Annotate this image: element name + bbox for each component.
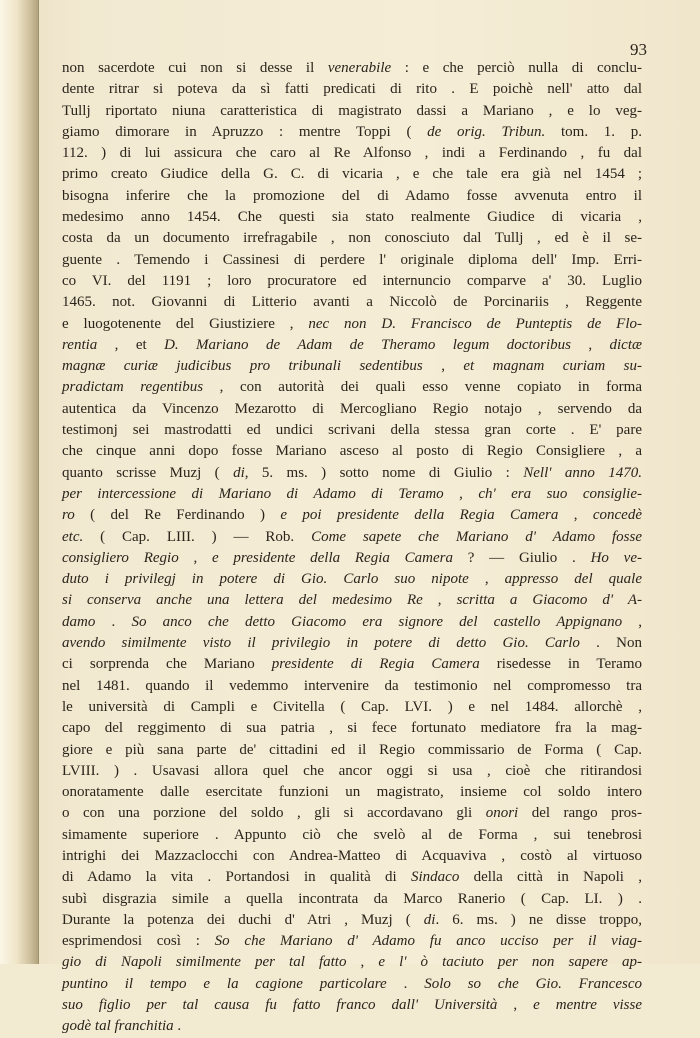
italic-text: consigliero Regio bbox=[62, 549, 179, 566]
italic-text: e presidente della Regia Camera bbox=[212, 549, 453, 566]
text-run: non sacerdote cui non si desse il bbox=[62, 60, 328, 76]
text-line bbox=[62, 740, 642, 761]
text-run: : e che perciò nulla di conclu- bbox=[391, 60, 642, 76]
text-run: simamente superiore . Appunto ciò che svelò al de Forma , sui tenebrosi bbox=[62, 826, 642, 843]
italic-text: magnæ curiæ judicibus pro tribunali sedentibus bbox=[62, 358, 423, 375]
text-line bbox=[62, 58, 642, 79]
text-run: intrighi dei Mazzaclocchi con Andrea-Matteo di Acquaviva , costò al virtuoso bbox=[62, 847, 642, 864]
italic-text: nec non D. Francisco de Punteptis de Flo- bbox=[308, 315, 642, 332]
facing-page-edge bbox=[0, 0, 39, 964]
text-line bbox=[62, 995, 642, 1016]
text-line bbox=[62, 633, 642, 654]
text-line bbox=[62, 143, 642, 164]
text-line bbox=[62, 1016, 642, 1037]
italic-text: presidente di Regia Camera bbox=[271, 656, 480, 673]
italic-text: rentia bbox=[62, 336, 98, 353]
text-run: . bbox=[386, 975, 425, 992]
italic-text: onori bbox=[485, 805, 519, 822]
text-line bbox=[62, 952, 642, 973]
text-line bbox=[62, 420, 642, 441]
italic-text: et magnam curiam su- bbox=[463, 358, 642, 375]
text-line bbox=[62, 377, 642, 398]
text-line bbox=[62, 654, 642, 675]
text-run: della città in Napoli , bbox=[459, 869, 642, 886]
text-run: dente ritrar si poteva da sì fatti predicati di rito . E poichè nell' atto dal bbox=[62, 81, 642, 98]
text-run: medesimo anno 1454. Che questi sia stato realmente Giudice di vicaria , bbox=[62, 209, 642, 226]
italic-text: duto i privilegj in potere di Gio. Carlo suo nipote bbox=[62, 571, 469, 588]
italic-text: damo bbox=[62, 613, 96, 630]
text-run: quanto scrisse Muzj ( bbox=[62, 464, 234, 481]
italic-text: Come sapete che Mariano d' Adamo fosse bbox=[311, 528, 642, 545]
text-run: , bbox=[468, 571, 505, 588]
body-text bbox=[62, 58, 642, 1038]
text-run: nel 1481. quando il vedemmo intervenire da testimonio nel compromesso tra bbox=[62, 677, 642, 694]
text-line bbox=[62, 101, 642, 122]
text-line bbox=[62, 590, 642, 611]
italic-text: Solo so che Gio. Francesco bbox=[424, 975, 642, 992]
text-run: onoratamente dalle esercitate funzioni un magistrato, insieme col soldo intero bbox=[62, 784, 642, 801]
text-line bbox=[62, 612, 642, 633]
italic-text: e poi presidente della Regia Camera bbox=[280, 507, 559, 524]
text-run: , 5. ms. ) sotto nome di Giulio : bbox=[244, 464, 524, 481]
text-run: costa da un documento irrefragabile , non conosciuto dal Tullj , ed è il se- bbox=[62, 230, 642, 247]
text-line bbox=[62, 867, 642, 888]
text-run: , bbox=[443, 485, 479, 502]
text-line bbox=[62, 164, 642, 185]
text-line bbox=[62, 399, 642, 420]
text-run: guente . Temendo i Cassinesi di perdere l' originale diploma dell' Imp. Erri- bbox=[62, 251, 642, 268]
italic-text: Nell' anno 1470. bbox=[523, 464, 642, 481]
italic-text: ch' era suo consiglie- bbox=[478, 485, 642, 502]
italic-text: e mentre visse bbox=[533, 997, 642, 1014]
text-run: , con autorità dei quali esso venne copiato in forma bbox=[203, 379, 642, 396]
text-line bbox=[62, 186, 642, 207]
text-run: , bbox=[346, 954, 379, 971]
text-line bbox=[62, 548, 642, 569]
text-line bbox=[62, 250, 642, 271]
text-run: giamo dimorare in Apruzzo : mentre Toppi ( bbox=[62, 123, 428, 140]
text-line bbox=[62, 335, 642, 356]
text-run: ? — Giulio . bbox=[452, 549, 591, 566]
text-line bbox=[62, 228, 642, 249]
italic-text: avendo similmente visto il privilegio in potere di detto Gio. Carlo bbox=[62, 635, 580, 652]
text-line bbox=[62, 314, 642, 335]
text-line bbox=[62, 122, 642, 143]
text-line bbox=[62, 441, 642, 462]
italic-text: Ho ve- bbox=[590, 549, 642, 566]
page-number: 93 bbox=[630, 40, 647, 59]
text-line bbox=[62, 761, 642, 782]
text-run: . bbox=[95, 613, 132, 630]
text-run: . Non bbox=[579, 635, 642, 652]
italic-text: de orig. Tribun. bbox=[427, 123, 546, 140]
text-run: , bbox=[178, 549, 212, 566]
italic-text: ro bbox=[62, 507, 75, 524]
text-line bbox=[62, 484, 642, 505]
text-line bbox=[62, 782, 642, 803]
italic-text: etc. bbox=[62, 528, 84, 545]
text-line bbox=[62, 271, 642, 292]
text-line bbox=[62, 356, 642, 377]
text-run: co VI. del 1191 ; loro procuratore ed internuncio comparve a' 30. Luglio bbox=[62, 272, 642, 289]
text-run: risedesse in Teramo bbox=[479, 656, 642, 673]
text-run: , bbox=[422, 358, 464, 375]
text-run: ci sorprenda che Mariano bbox=[62, 656, 272, 673]
text-run: capo del reggimento di sua patria , si fece fortunato mediatore fra la mag- bbox=[62, 720, 642, 737]
text-run: esprimendosi così : bbox=[62, 933, 215, 950]
italic-text: di bbox=[423, 911, 436, 928]
text-run: bisogna inferire che la promozione del di Adamo fosse avvenuta entro il bbox=[62, 187, 642, 204]
text-line bbox=[62, 974, 642, 995]
text-run: ( Cap. LIII. ) — Rob. bbox=[83, 528, 312, 545]
text-run: , bbox=[422, 592, 457, 609]
text-run: Tullj riportato niuna caratteristica di magistrato dassi a Mariano , e lo veg- bbox=[62, 102, 642, 119]
text-run: , bbox=[558, 507, 593, 524]
text-line bbox=[62, 463, 642, 484]
text-run: tom. 1. p. bbox=[545, 123, 643, 140]
text-run: autentica da Vincenzo Mezarotto di Mercogliano Regio notajo , servendo da bbox=[62, 400, 642, 417]
text-run: , et bbox=[97, 336, 165, 353]
italic-text: scritta a Giacomo d' A- bbox=[456, 592, 643, 609]
italic-text: di bbox=[233, 464, 245, 481]
italic-text: D. Mariano de Adam de Theramo legum doctoribus bbox=[164, 336, 571, 353]
text-run: subì disgrazia simile a quella incontrata da Marco Ranerio ( Cap. LI. ) . bbox=[62, 890, 642, 907]
text-line bbox=[62, 79, 642, 100]
italic-text: So anco che detto Giacomo era signore del castello Appignano bbox=[131, 613, 623, 630]
text-run: , bbox=[622, 613, 643, 630]
italic-text: e l' ò taciuto per non sapere ap- bbox=[378, 954, 643, 971]
text-line bbox=[62, 676, 642, 697]
text-line bbox=[62, 846, 642, 867]
text-run: le università di Campli e Civitella ( Cap. LVI. ) e nel 1484. allorchè , bbox=[62, 698, 642, 715]
italic-text: puntino il tempo e la cagione particolare bbox=[62, 975, 387, 992]
text-run: LVIII. ) . Usavasi allora quel che ancor oggi si usa , cioè che ritirandosi bbox=[62, 762, 642, 779]
italic-text: per intercessione di Mariano di Adamo di Teramo bbox=[62, 485, 444, 502]
text-run: , bbox=[497, 997, 534, 1014]
text-line bbox=[62, 207, 642, 228]
text-line bbox=[62, 505, 642, 526]
text-run: giore e più sana parte de' cittadini ed il Regio commissario de Forma ( Cap. bbox=[62, 741, 642, 758]
italic-text: So che Mariano d' Adamo fu anco ucciso per il viag- bbox=[214, 933, 642, 950]
text-line bbox=[62, 889, 642, 910]
text-run: . bbox=[173, 1018, 182, 1035]
italic-text: appresso del quale bbox=[504, 571, 643, 588]
text-run: 1465. not. Giovanni di Litterio avanti a Niccolò de Porcinariis , Reggente bbox=[62, 294, 642, 311]
italic-text: dictæ bbox=[609, 336, 643, 353]
italic-text: godè tal franchitia bbox=[62, 1018, 174, 1035]
text-run: testimonj sei mastrodatti ed undici scrivani della stessa gran corte . E' pare bbox=[62, 422, 642, 439]
italic-text: suo figlio per tal causa fu fatto franco dall' Università bbox=[62, 997, 498, 1014]
text-run: di Adamo la vita . Portandosi in qualità di bbox=[62, 869, 411, 886]
italic-text: gio di Napoli similmente per tal fatto bbox=[62, 954, 347, 971]
text-line bbox=[62, 931, 642, 952]
italic-text: concedè bbox=[592, 507, 642, 524]
text-line bbox=[62, 910, 642, 931]
text-line bbox=[62, 803, 642, 824]
text-run: primo creato Giudice della G. C. di vicaria , e che tale era già nel 1454 ; bbox=[62, 166, 642, 183]
text-line bbox=[62, 292, 642, 313]
italic-text: venerabile bbox=[327, 60, 392, 76]
text-run: del rango pros- bbox=[518, 805, 642, 822]
italic-text: pradictam regentibus bbox=[62, 379, 204, 396]
text-line bbox=[62, 527, 642, 548]
text-run: ( del Re Ferdinando ) bbox=[74, 507, 281, 524]
italic-text: Sindaco bbox=[411, 869, 460, 886]
text-run: e luogotenente del Giustiziere , bbox=[62, 315, 309, 332]
text-run: 112. ) di lui assicura che caro al Re Alfonso , indi a Ferdinando , fu dal bbox=[62, 145, 642, 162]
italic-text: si conserva anche una lettera del medesimo Re bbox=[62, 592, 423, 609]
text-run: che cinque anni dopo fosse Mariano asceso al posto di Regio Consigliere , a bbox=[62, 443, 642, 460]
text-line bbox=[62, 569, 642, 590]
text-line bbox=[62, 697, 642, 718]
text-line bbox=[62, 718, 642, 739]
text-run: , bbox=[570, 336, 610, 353]
text-run: Durante la potenza dei duchi d' Atri , Muzj ( bbox=[62, 911, 424, 928]
text-line bbox=[62, 825, 642, 846]
text-run: . 6. ms. ) ne disse troppo, bbox=[435, 911, 642, 928]
text-run: o con una porzione del soldo , gli si accordavano gli bbox=[62, 805, 486, 822]
